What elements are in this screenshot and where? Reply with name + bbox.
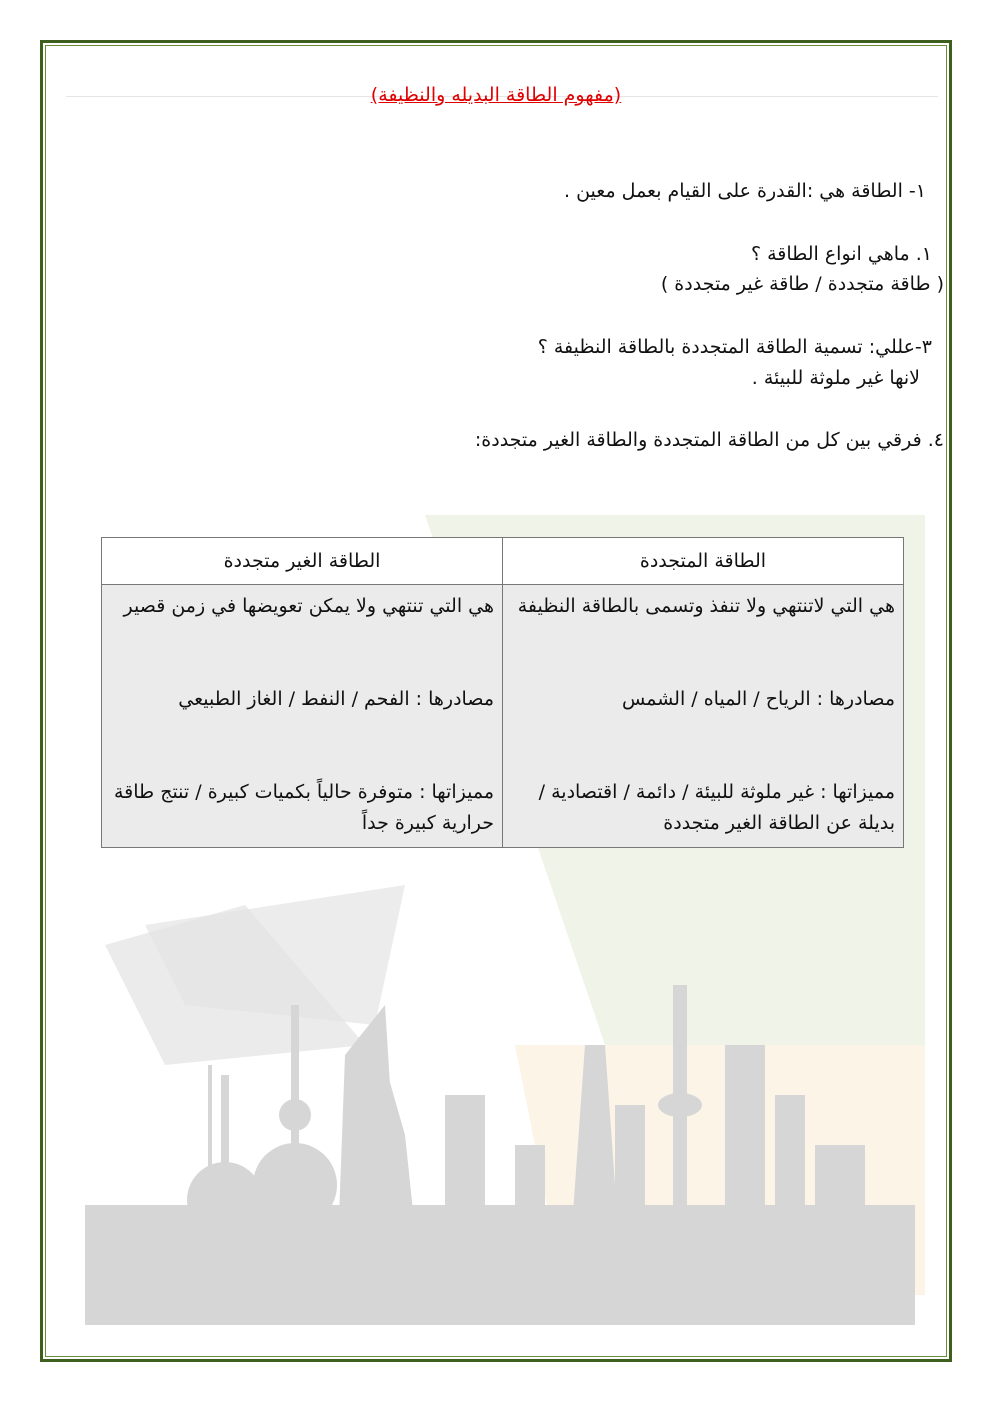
page-title: (مفهوم الطاقة البديله والنظيفة): [370, 84, 622, 106]
item-1-definition: ١- الطاقة هي :القدرة على القيام بعمل معين .: [564, 180, 926, 202]
nonrenewable-sources: مصادرها : الفحم / النفط / الغاز الطبيعي: [178, 688, 494, 710]
item-4-question: ٤. فرقي بين كل من الطاقة المتجددة والطاقة الغير متجددة:: [474, 429, 944, 451]
renewable-cell: [503, 585, 904, 848]
renewable-features: مميزاتها : غير ملوثة للبيئة / دائمة / اقتصادية / بديلة عن الطاقة الغير متجددة: [538, 781, 895, 834]
item-3-question: ٣-عللي: تسمية الطاقة المتجددة بالطاقة النظيفة ؟: [537, 336, 932, 358]
item-2-answer: ( طاقة متجددة / طاقة غير متجددة ): [660, 273, 944, 295]
header-renewable: الطاقة المتجددة: [503, 538, 904, 585]
renewable-definition: هي التي لاتنتهي ولا تنفذ وتسمى بالطاقة النظيفة: [517, 595, 895, 617]
table-row: [102, 585, 904, 848]
item-2-question: ١. ماهي انواع الطاقة ؟: [750, 243, 932, 265]
renewable-sources: مصادرها : الرياح / المياه / الشمس: [622, 688, 895, 710]
item-3-answer: لانها غير ملوثة للبيئة .: [751, 367, 920, 389]
nonrenewable-cell: [102, 585, 503, 848]
nonrenewable-definition: هي التي تنتهي ولا يمكن تعويضها في زمن قصير: [123, 595, 494, 617]
header-nonrenewable: الطاقة الغير متجددة: [102, 538, 503, 585]
comparison-table: [101, 537, 904, 848]
table-header-row: [102, 538, 904, 585]
nonrenewable-features: مميزاتها : متوفرة حالياً بكميات كبيرة / تنتج طاقة حرارية كبيرة جداً: [113, 781, 494, 834]
